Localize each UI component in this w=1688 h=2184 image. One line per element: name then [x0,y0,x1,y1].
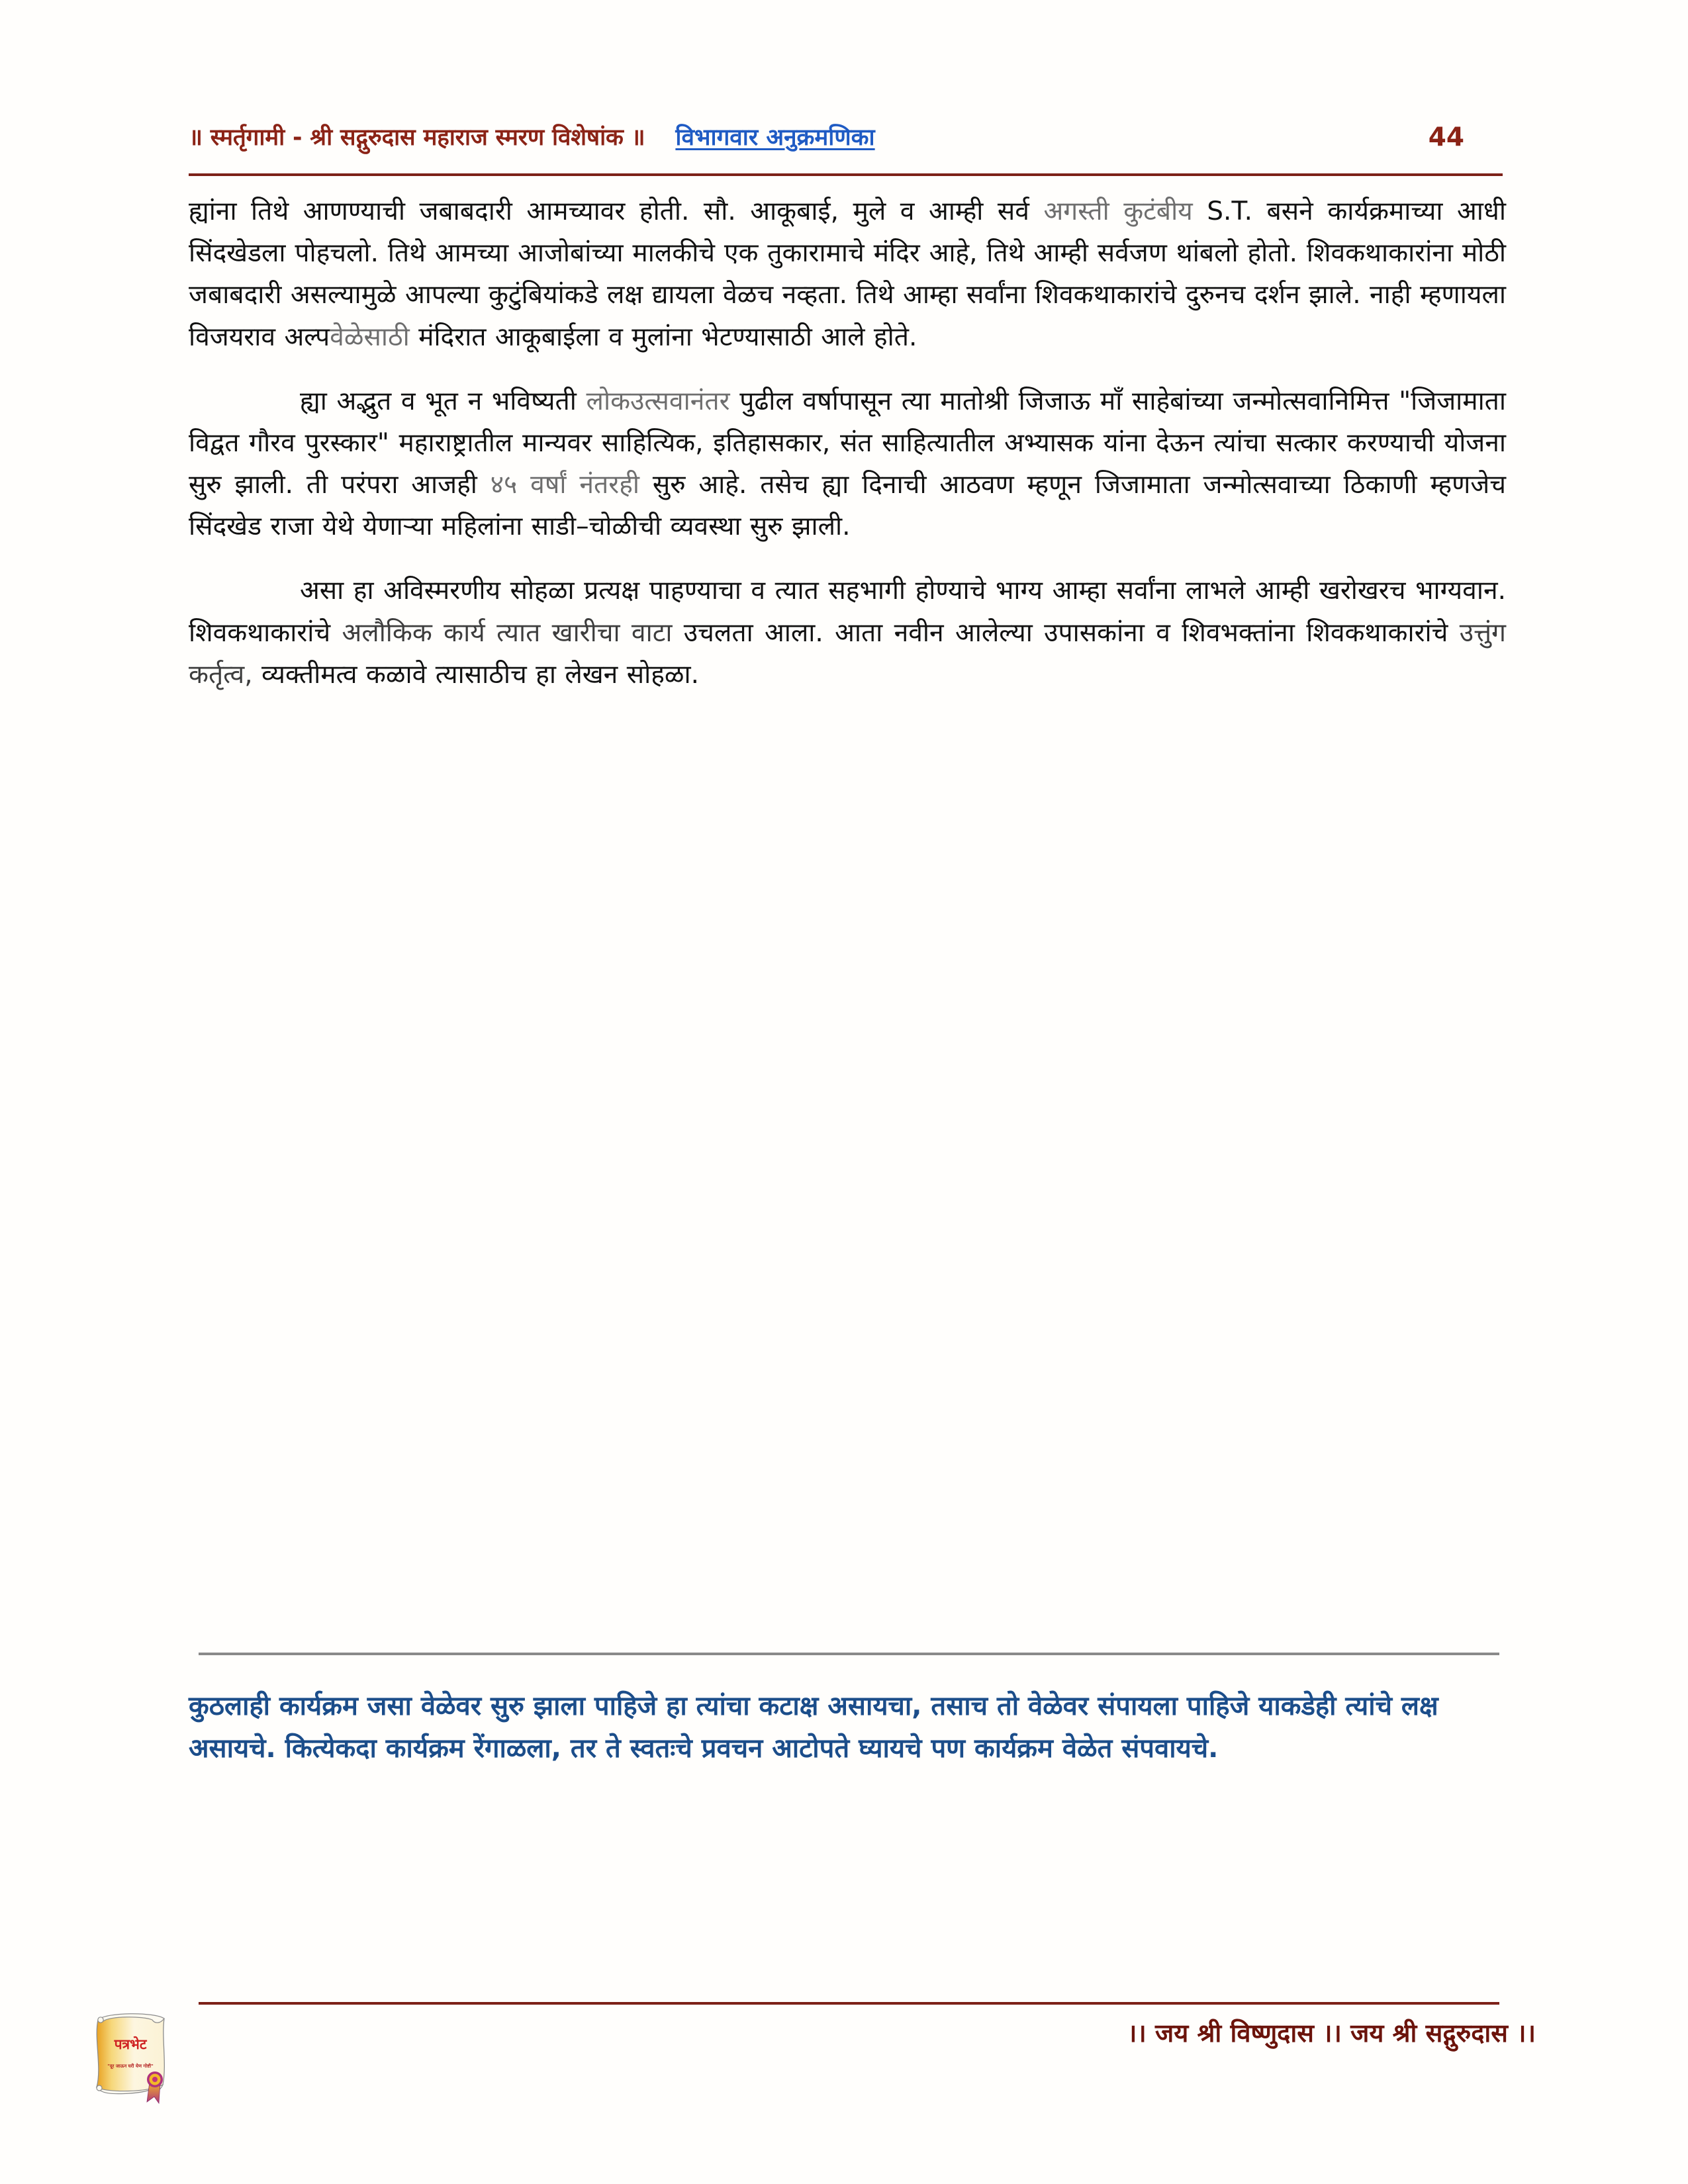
footer-blessing: ।। जय श्री विष्णुदास ।। जय श्री सद्गुरुदास ।। [1127,2019,1536,2048]
text-run: पुढील वर्षापासून त्या मातोश्री जिजाऊ माँ साहेबांच्या जन्मोत्सवानिमित्त "जिजामाता विद्वत गौरव पुरस्कार" महाराष्ट्रातील मान्यवर साहित्यिक, इतिहासकार, संत साहित्यातील अभ्यासक यांना देऊन त्यांचा सत्कार करण्याची योजना सुरु झाली. ती परंपरा आजही [189,386,1506,500]
footer-divider [199,2002,1499,2005]
text-run: व्यक्तीमत्व कळावे त्यासाठीच हा लेखन सोहळा. [252,659,700,690]
text-run: उचलता आला. आता नवीन आलेल्या उपासकांना व शिवभक्तांना शिवकथाकारांचे [672,617,1460,648]
body-paragraph [189,191,1506,358]
page-header-title: ॥ स्मर्तृगामी - श्री सद्गुरुदास महाराज स्मरण विशेषांक ॥ [189,124,645,151]
index-link[interactable]: विभागवार अनुक्रमणिका [675,124,875,151]
page-header [189,99,1503,152]
logo-tagline: "दूर जाऊन घरी येण गोष्टी" [107,2064,154,2069]
text-run: ४५ वर्षां नंतरही [490,470,640,500]
text-run: S.T. बसने कार्यक्रमाच्या आधी सिंदखेडला पोहचलो. तिथे आमच्या आजोबांच्या मालकीचे एक तुकारामाचे मंदिर आहे, तिथे आम्ही सर्वजण थांबलो होतो. शिवकथाकारांना मोठी जबाबदारी असल्यामुळे आपल्या कुटुंबियांकडे लक्ष द्यायला वेळच नव्हता. तिथे आम्हा सर्वांना शिवकथाकारांचे दुरुनच दर्शन झाले. नाही म्हणायला विजयराव अल्प [189,197,1506,352]
text-run: ह्यांना तिथे आणण्याची जबाबदारी आमच्यावर होती. सौ. आकूबाई, मुले व आम्ही सर्व [189,197,1044,226]
header-divider [189,173,1503,176]
text-run: सुरु आहे. तसेच ह्या दिनाची आठवण म्हणून जिजामाता जन्मोत्सवाच्या ठिकाणी म्हणजेच सिंदखेड राजा येथे येणाऱ्या महिलांना साडी–चोळीची व्यवस्था सुरु झाली. [189,470,1506,542]
text-run: अगस्ती कुटंबीय [1043,197,1193,226]
text-run: उत्तुंग कर्तृत्व, [189,617,1506,690]
page-number: 44 [1428,122,1464,152]
body-paragraph [189,570,1506,696]
logo-name: पत्रभेट [114,2036,147,2052]
text-run: ह्या अद्भुत व भूत न भविष्यती [300,386,586,416]
text-run: वेळेसाठी [330,322,410,352]
text-run: लोकउत्सवानंतर [586,386,730,416]
patrabhet-logo [86,2004,175,2105]
scroll-icon [86,2004,175,2105]
body-paragraph [189,381,1506,548]
quote-divider [199,1653,1499,1655]
document-body [189,191,1506,696]
pull-quote: कुठलाही कार्यक्रम जसा वेळेवर सुरु झाला पाहिजे हा त्यांचा कटाक्ष असायचा, तसाच तो वेळेवर संपायला पाहिजे याकडेही त्यांचे लक्ष असायचे. कित्येकदा कार्यक्रम रेंगाळला, तर ते स्वतःचे प्रवचन आटोपते घ्यायचे पण कार्यक्रम वेळेत संपवायचे. [189,1691,1438,1764]
text-run: असा हा अविस्मरणीय सोहळा प्रत्यक्ष पाहण्याचा व त्यात सहभागी होण्याचे भाग्य आम्हा सर्वांना लाभले आम्ही खरोखरच भाग्यवान. शिवकथाकारांचे [189,576,1506,648]
text-run: अलौकिक कार्य त्यात खारीचा वाटा [342,617,673,648]
text-run: मंदिरात आकूबाईला व मुलांना भेटण्यासाठी आले होते. [409,322,917,352]
